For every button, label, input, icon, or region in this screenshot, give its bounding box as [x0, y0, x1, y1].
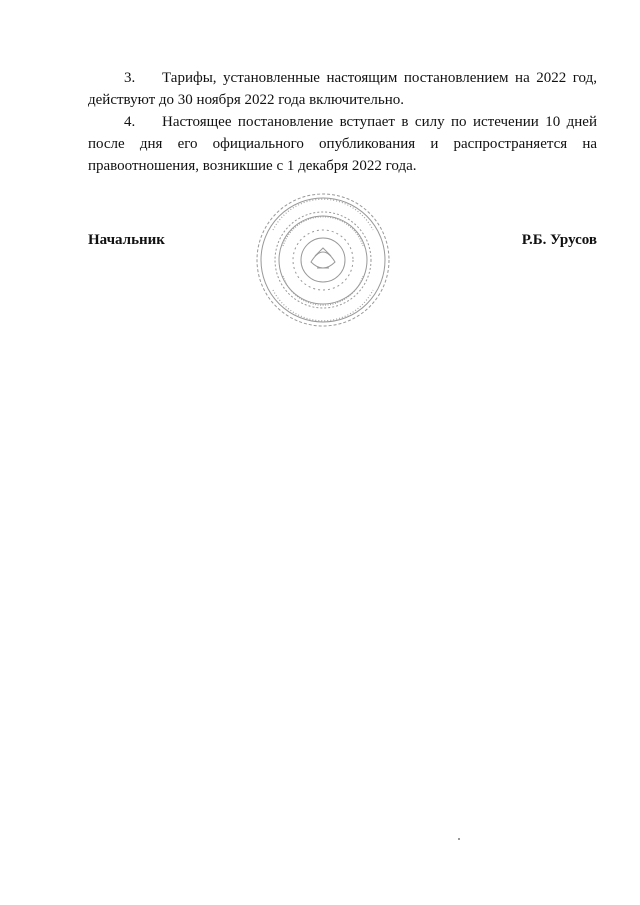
signatory-name: Р.Б. Урусов: [521, 232, 597, 248]
official-round-seal-icon: [253, 190, 393, 330]
paragraph-4-number: 4.: [124, 114, 136, 130]
paragraph-3-number: 3.: [124, 70, 136, 86]
paragraph-4-text: Настоящее постановление вступает в силу по истечении 10 дней после дня его официального опубликования и распространяется на правоотношения, возникшие с 1 декабря 2022 года.: [88, 114, 597, 174]
paragraph-4: [88, 111, 597, 177]
paragraph-3-text: Тарифы, установленные настоящим постановлением на 2022 год, действуют до 30 ноября 2022 года включительно.: [88, 70, 597, 108]
scan-speck: [458, 838, 460, 840]
paragraph-3: [88, 67, 597, 111]
signatory-title: Начальник: [88, 232, 165, 248]
